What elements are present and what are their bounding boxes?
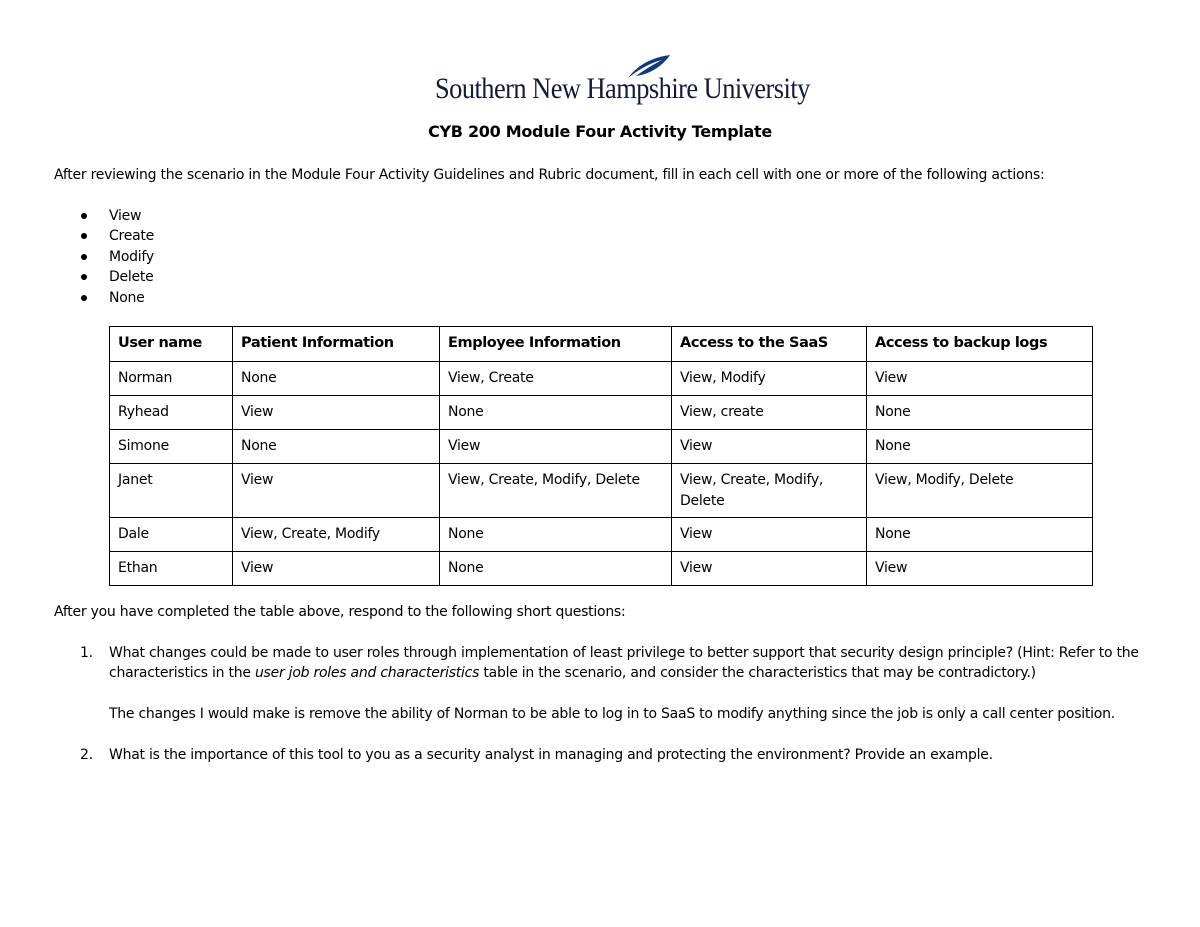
intro-paragraph: After reviewing the scenario in the Module Four Activity Guidelines and Rubric document, fill in each cell with one or more of the following actions: [54, 167, 1045, 183]
question-1 [54, 643, 1154, 724]
table-cell: View [867, 362, 1093, 396]
header-employee-information: Employee Information [440, 327, 672, 362]
table-cell: None [440, 518, 672, 552]
table-row [110, 518, 1093, 552]
table-cell: Simone [110, 430, 233, 464]
table-cell: View, Modify [672, 362, 867, 396]
table-cell: Dale [110, 518, 233, 552]
table-cell: None [233, 430, 440, 464]
table-cell: View, create [672, 396, 867, 430]
table-row [110, 552, 1093, 586]
table-cell: Ethan [110, 552, 233, 586]
table-cell: None [440, 552, 672, 586]
table-cell: Norman [110, 362, 233, 396]
user-roles-table [109, 326, 1093, 586]
university-logo [0, 54, 1200, 110]
table-row [110, 464, 1093, 518]
table-cell: View, Create, Modify, Delete [440, 464, 672, 518]
table-cell: View [440, 430, 672, 464]
table-cell: None [867, 518, 1093, 552]
questions-list [54, 643, 1154, 763]
bullet-icon [81, 295, 87, 301]
question-number: 2. [80, 747, 93, 763]
question-text: What changes could be made to user roles through implementation of least privilege to better support that security design principle? (Hint: Refer to the [109, 645, 1139, 661]
table-cell: Ryhead [110, 396, 233, 430]
table-cell: View, Create [440, 362, 672, 396]
logo-wordmark: Southern New Hampshire University [435, 72, 810, 105]
actions-list [78, 206, 154, 308]
list-item: Delete [78, 267, 154, 287]
list-item: View [78, 206, 154, 226]
table-cell: Janet [110, 464, 233, 518]
question-number: 1. [80, 645, 93, 661]
table-cell: View [233, 552, 440, 586]
header-user-name: User name [110, 327, 233, 362]
table-row [110, 430, 1093, 464]
emphasis-text: user job roles and characteristics [254, 665, 480, 681]
question-text: What is the importance of this tool to you as a security analyst in managing and protecting the environment? Provide an example. [109, 747, 993, 763]
table-cell: None [867, 430, 1093, 464]
answer-text: The changes I would make is remove the ability of Norman to be able to log in to SaaS to modify anything since the job is only a call center position. [109, 706, 1115, 722]
table-cell: View, Modify, Delete [867, 464, 1093, 518]
table-header-row [110, 327, 1093, 362]
list-item: None [78, 288, 154, 308]
header-access-backup-logs: Access to backup logs [867, 327, 1093, 362]
bullet-icon [81, 274, 87, 280]
bullet-icon [81, 213, 87, 219]
bullet-icon [81, 233, 87, 239]
table-cell: View [672, 430, 867, 464]
table-cell: View [672, 518, 867, 552]
table-cell: None [233, 362, 440, 396]
table-cell: None [440, 396, 672, 430]
list-item: Modify [78, 247, 154, 267]
table-cell: View [867, 552, 1093, 586]
header-patient-information: Patient Information [233, 327, 440, 362]
page-title: CYB 200 Module Four Activity Template [428, 122, 772, 141]
table-row [110, 396, 1093, 430]
table-cell: View [233, 464, 440, 518]
table-cell: None [867, 396, 1093, 430]
bullet-icon [81, 254, 87, 260]
table-cell: View, Create, Modify [233, 518, 440, 552]
questions-intro: After you have completed the table above, respond to the following short questions: [54, 604, 626, 620]
table-cell: View [233, 396, 440, 430]
question-2 [54, 745, 1149, 765]
table-cell: View, Create, Modify, Delete [672, 464, 867, 518]
header-access-saas: Access to the SaaS [672, 327, 867, 362]
list-item: Create [78, 226, 154, 246]
table-cell: View [672, 552, 867, 586]
question-text-continued: characteristics in the user job roles and characteristics table in the scenario, and consider the characteristics that may be contradictory.) [109, 665, 1036, 681]
table-row [110, 362, 1093, 396]
